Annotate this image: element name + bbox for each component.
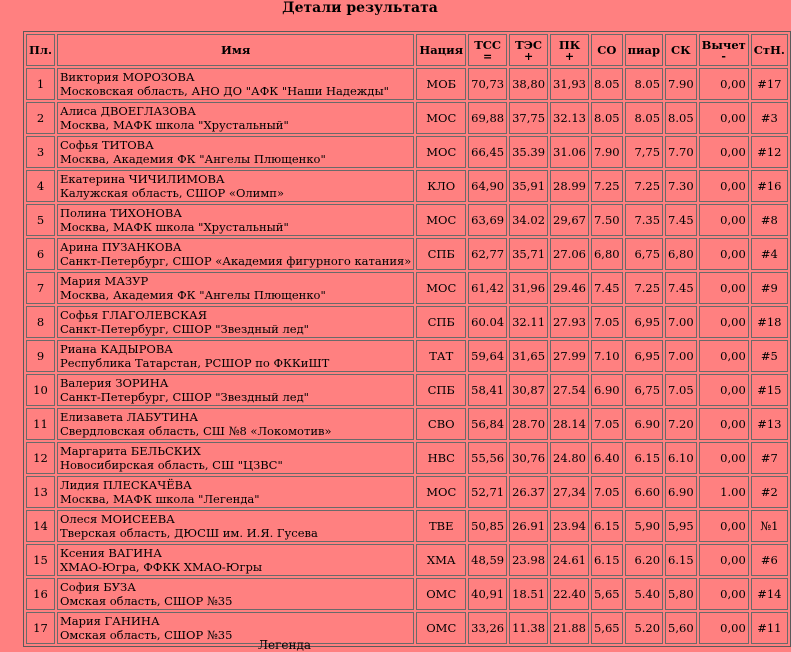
cell-pres: 5.40 (625, 578, 663, 610)
table-row (26, 510, 788, 542)
col-tes-label: ТЭС (515, 38, 542, 52)
cell-nation: ТАТ (416, 340, 466, 372)
skater-name[interactable]: Виктория МОРОЗОВА (59, 70, 195, 84)
skater-club: Москва, МАФК школа "Хрустальный" (59, 220, 289, 234)
cell-ded: 0,00 (699, 170, 749, 202)
skater-club: Санкт-Петербург, СШОР «Академия фигурного катания» (59, 254, 412, 268)
col-tss-label: ТСС (474, 38, 502, 52)
cell-tss: 58,41 (468, 374, 507, 406)
cell-pres: 6,75 (625, 374, 663, 406)
cell-name (57, 272, 414, 304)
skater-name[interactable]: Елизавета ЛАБУТИНА (59, 410, 199, 424)
cell-tes: 26.37 (509, 476, 548, 508)
cell-start: #3 (751, 102, 788, 134)
cell-start: #5 (751, 340, 788, 372)
cell-tss: 60.04 (468, 306, 507, 338)
skater-club: Тверская область, ДЮСШ им. И.Я. Гусева (59, 526, 318, 540)
cell-nation: МОС (416, 136, 466, 168)
cell-start: #15 (751, 374, 788, 406)
cell-name (57, 612, 414, 644)
cell-tss: 62,77 (468, 238, 507, 270)
skater-club: Омская область, СШОР №35 (59, 594, 233, 608)
cell-sk: 7.30 (665, 170, 697, 202)
cell-nation: ОМС (416, 612, 466, 644)
cell-tss: 33,26 (468, 612, 507, 644)
cell-place: 13 (26, 476, 55, 508)
cell-start: #7 (751, 442, 788, 474)
cell-nation: МОС (416, 102, 466, 134)
skater-club: Санкт-Петербург, СШОР "Звездный лед" (59, 390, 309, 404)
cell-sk: 8.05 (665, 102, 697, 134)
cell-pres: 7,75 (625, 136, 663, 168)
cell-co: 6.90 (591, 374, 623, 406)
cell-pres: 6.20 (625, 544, 663, 576)
cell-pk: 22.40 (550, 578, 589, 610)
skater-club: Москва, Академия ФК "Ангелы Плющенко" (59, 152, 326, 166)
cell-nation: МОС (416, 204, 466, 236)
cell-nation: СПБ (416, 374, 466, 406)
cell-start: #4 (751, 238, 788, 270)
cell-ded: 0,00 (699, 272, 749, 304)
skater-club: Санкт-Петербург, СШОР "Звездный лед" (59, 322, 309, 336)
cell-pres: 7.25 (625, 272, 663, 304)
cell-sk: 7.20 (665, 408, 697, 440)
cell-name (57, 408, 414, 440)
cell-name (57, 204, 414, 236)
skater-name[interactable]: Алиса ДВОЕГЛАЗОВА (59, 104, 196, 118)
cell-pk: 23.94 (550, 510, 589, 542)
cell-pk: 28.14 (550, 408, 589, 440)
col-pk (550, 34, 589, 66)
table-row (26, 544, 788, 576)
cell-tes: 31,96 (509, 272, 548, 304)
cell-start: #9 (751, 272, 788, 304)
skater-name[interactable]: Арина ПУЗАНКОВА (59, 240, 182, 254)
cell-pres: 6,95 (625, 306, 663, 338)
cell-nation: МОБ (416, 68, 466, 100)
col-tss-op: = (483, 50, 493, 63)
table-row (26, 340, 788, 372)
cell-place: 17 (26, 612, 55, 644)
cell-pk: 27.06 (550, 238, 589, 270)
cell-tes: 34.02 (509, 204, 548, 236)
cell-place: 16 (26, 578, 55, 610)
cell-ded: 0,00 (699, 374, 749, 406)
cell-pres: 8.05 (625, 68, 663, 100)
skater-name[interactable]: Мария ГАНИНА (59, 614, 160, 628)
cell-pres: 6.90 (625, 408, 663, 440)
cell-co: 6,80 (591, 238, 623, 270)
cell-tes: 28.70 (509, 408, 548, 440)
cell-co: 7.90 (591, 136, 623, 168)
cell-tes: 37,75 (509, 102, 548, 134)
table-row (26, 272, 788, 304)
cell-sk: 5,60 (665, 612, 697, 644)
table-row (26, 136, 788, 168)
cell-place: 1 (26, 68, 55, 100)
cell-tss: 50,85 (468, 510, 507, 542)
skater-name[interactable]: Риана КАДЫРОВА (59, 342, 174, 356)
skater-club: Омская область, СШОР №35 (59, 628, 233, 642)
cell-ded: 0,00 (699, 442, 749, 474)
skater-club: Москва, МАФК школа "Хрустальный" (59, 118, 289, 132)
cell-tss: 63,69 (468, 204, 507, 236)
cell-name (57, 68, 414, 100)
cell-start: #16 (751, 170, 788, 202)
col-nation: Нация (416, 34, 466, 66)
col-pk-label: ПК (558, 38, 581, 52)
cell-tss: 52,71 (468, 476, 507, 508)
table-row (26, 374, 788, 406)
cell-tss: 59,64 (468, 340, 507, 372)
cell-name (57, 102, 414, 134)
cell-pres: 5,90 (625, 510, 663, 542)
cell-tss: 40,91 (468, 578, 507, 610)
table-row (26, 578, 788, 610)
cell-ded: 0,00 (699, 612, 749, 644)
cell-co: 7.05 (591, 408, 623, 440)
cell-co: 8.05 (591, 102, 623, 134)
cell-place: 14 (26, 510, 55, 542)
cell-co: 8.05 (591, 68, 623, 100)
table-row (26, 408, 788, 440)
cell-ded: 0,00 (699, 204, 749, 236)
results-table (23, 31, 791, 647)
skater-name[interactable]: Валерия ЗОРИНА (59, 376, 169, 390)
cell-place: 8 (26, 306, 55, 338)
cell-ded: 1.00 (699, 476, 749, 508)
cell-pk: 27.99 (550, 340, 589, 372)
cell-sk: 7.70 (665, 136, 697, 168)
cell-pk: 28.99 (550, 170, 589, 202)
skater-name[interactable]: Маргарита БЕЛЬСКИХ (59, 444, 201, 458)
cell-pres: 7.35 (625, 204, 663, 236)
cell-sk: 6.15 (665, 544, 697, 576)
cell-ded: 0,00 (699, 578, 749, 610)
cell-sk: 6.10 (665, 442, 697, 474)
skater-club: Новосибирская область, СШ "ЦЗВС" (59, 458, 283, 472)
cell-ded: 0,00 (699, 340, 749, 372)
cell-pres: 8.05 (625, 102, 663, 134)
cell-pk: 21.88 (550, 612, 589, 644)
cell-pk: 27.54 (550, 374, 589, 406)
cell-place: 11 (26, 408, 55, 440)
cell-ded: 0,00 (699, 544, 749, 576)
legend-link[interactable]: Легенда (258, 638, 312, 652)
cell-place: 3 (26, 136, 55, 168)
table-row (26, 476, 788, 508)
skater-name[interactable]: Полина ТИХОНОВА (59, 206, 183, 220)
cell-nation: СВО (416, 408, 466, 440)
table-row (26, 306, 788, 338)
cell-pres: 6.15 (625, 442, 663, 474)
cell-place: 7 (26, 272, 55, 304)
col-co: СО (591, 34, 623, 66)
page-title: Детали результата (282, 0, 438, 16)
cell-co: 6.15 (591, 510, 623, 542)
col-tss (468, 34, 507, 66)
cell-place: 2 (26, 102, 55, 134)
cell-ded: 0,00 (699, 102, 749, 134)
cell-start: #14 (751, 578, 788, 610)
cell-name (57, 136, 414, 168)
skater-club: Калужская область, СШОР «Олимп» (59, 186, 284, 200)
cell-tes: 32.11 (509, 306, 548, 338)
cell-sk: 6,80 (665, 238, 697, 270)
cell-sk: 5,80 (665, 578, 697, 610)
cell-co: 5,65 (591, 578, 623, 610)
cell-place: 12 (26, 442, 55, 474)
cell-tes: 35,71 (509, 238, 548, 270)
cell-tss: 61,42 (468, 272, 507, 304)
cell-tes: 26.91 (509, 510, 548, 542)
cell-tes: 35,91 (509, 170, 548, 202)
skater-name[interactable]: Мария МАЗУР (59, 274, 149, 288)
table-row (26, 204, 788, 236)
skater-club: Свердловская область, СШ №8 «Локомотив» (59, 424, 332, 438)
cell-tss: 56,84 (468, 408, 507, 440)
col-pk-op: + (564, 50, 575, 63)
cell-nation: ОМС (416, 578, 466, 610)
cell-sk: 7.45 (665, 272, 697, 304)
skater-club: ХМАО-Югра, ФФКК ХМАО-Югры (59, 560, 263, 574)
cell-start: #17 (751, 68, 788, 100)
cell-name (57, 170, 414, 202)
cell-co: 7.10 (591, 340, 623, 372)
cell-tes: 38,80 (509, 68, 548, 100)
cell-nation: СПБ (416, 306, 466, 338)
skater-club: Москва, МАФК школа "Легенда" (59, 492, 260, 506)
skater-club: Московская область, АНО ДО "АФК "Наши Надежды" (59, 84, 389, 98)
cell-place: 15 (26, 544, 55, 576)
cell-nation: МОС (416, 272, 466, 304)
cell-nation: НВС (416, 442, 466, 474)
header-row (26, 34, 788, 66)
cell-tes: 30,76 (509, 442, 548, 474)
skater-club: Республика Татарстан, РСШОР по ФККиШТ (59, 356, 330, 370)
cell-name (57, 306, 414, 338)
cell-pk: 31.06 (550, 136, 589, 168)
cell-sk: 7.00 (665, 340, 697, 372)
cell-name (57, 544, 414, 576)
cell-name (57, 510, 414, 542)
cell-tes: 31,65 (509, 340, 548, 372)
cell-start: #8 (751, 204, 788, 236)
table-row (26, 102, 788, 134)
col-tes (509, 34, 548, 66)
cell-co: 7.45 (591, 272, 623, 304)
cell-pres: 6,95 (625, 340, 663, 372)
cell-pk: 24.80 (550, 442, 589, 474)
cell-pk: 31,93 (550, 68, 589, 100)
cell-sk: 7.05 (665, 374, 697, 406)
cell-pk: 24.61 (550, 544, 589, 576)
cell-pk: 32.13 (550, 102, 589, 134)
cell-nation: ХМА (416, 544, 466, 576)
table-row (26, 238, 788, 270)
cell-sk: 6.90 (665, 476, 697, 508)
skater-name[interactable]: София БУЗА (59, 580, 136, 594)
cell-place: 9 (26, 340, 55, 372)
skater-club: Москва, Академия ФК "Ангелы Плющенко" (59, 288, 326, 302)
cell-name (57, 476, 414, 508)
table-row (26, 442, 788, 474)
cell-name (57, 442, 414, 474)
col-pres: пиар (625, 34, 663, 66)
cell-place: 6 (26, 238, 55, 270)
col-tes-op: + (523, 50, 534, 63)
cell-name (57, 374, 414, 406)
skater-name[interactable]: Екатерина ЧИЧИЛИМОВА (59, 172, 225, 186)
skater-name[interactable]: Софья ТИТОВА (59, 138, 154, 152)
cell-start: #12 (751, 136, 788, 168)
cell-co: 7.05 (591, 476, 623, 508)
cell-ded: 0,00 (699, 510, 749, 542)
cell-start: №1 (751, 510, 788, 542)
cell-tss: 55,56 (468, 442, 507, 474)
cell-pk: 27,34 (550, 476, 589, 508)
cell-tss: 64,90 (468, 170, 507, 202)
cell-co: 6.40 (591, 442, 623, 474)
cell-pres: 6.60 (625, 476, 663, 508)
cell-start: #18 (751, 306, 788, 338)
cell-tes: 30,87 (509, 374, 548, 406)
cell-tss: 48,59 (468, 544, 507, 576)
cell-start: #2 (751, 476, 788, 508)
skater-name[interactable]: Софья ГЛАГОЛЕВСКАЯ (59, 308, 207, 322)
cell-nation: ТВЕ (416, 510, 466, 542)
cell-tss: 69,88 (468, 102, 507, 134)
cell-sk: 7.90 (665, 68, 697, 100)
cell-pk: 29,67 (550, 204, 589, 236)
skater-name[interactable]: Ксения ВАГИНА (59, 546, 162, 560)
col-name: Имя (57, 34, 414, 66)
skater-name[interactable]: Олеся МОИСЕЕВА (59, 512, 175, 526)
cell-sk: 7.45 (665, 204, 697, 236)
cell-ded: 0,00 (699, 238, 749, 270)
skater-name[interactable]: Лидия ПЛЕСКАЧЁВА (59, 478, 192, 492)
cell-co: 7.50 (591, 204, 623, 236)
cell-pres: 5.20 (625, 612, 663, 644)
cell-start: #11 (751, 612, 788, 644)
cell-tes: 11.38 (509, 612, 548, 644)
cell-pk: 27.93 (550, 306, 589, 338)
cell-start: #13 (751, 408, 788, 440)
cell-tes: 35.39 (509, 136, 548, 168)
cell-nation: МОС (416, 476, 466, 508)
col-ded (699, 34, 749, 66)
cell-tss: 66,45 (468, 136, 507, 168)
cell-place: 10 (26, 374, 55, 406)
cell-tes: 23.98 (509, 544, 548, 576)
cell-nation: КЛО (416, 170, 466, 202)
cell-pk: 29.46 (550, 272, 589, 304)
col-ded-label: Вычет (701, 38, 746, 52)
cell-co: 7.05 (591, 306, 623, 338)
cell-ded: 0,00 (699, 408, 749, 440)
cell-tss: 70,73 (468, 68, 507, 100)
cell-name (57, 340, 414, 372)
cell-start: #6 (751, 544, 788, 576)
cell-tes: 18.51 (509, 578, 548, 610)
cell-ded: 0,00 (699, 68, 749, 100)
table-row (26, 170, 788, 202)
cell-place: 5 (26, 204, 55, 236)
cell-name (57, 238, 414, 270)
col-ded-op: - (721, 50, 726, 63)
col-sk: СК (665, 34, 697, 66)
cell-name (57, 578, 414, 610)
col-start: СтН. (751, 34, 788, 66)
table-row (26, 612, 788, 644)
cell-pres: 6,75 (625, 238, 663, 270)
cell-co: 5,65 (591, 612, 623, 644)
table-row (26, 68, 788, 100)
cell-co: 7.25 (591, 170, 623, 202)
cell-ded: 0,00 (699, 306, 749, 338)
cell-place: 4 (26, 170, 55, 202)
col-place: Пл. (26, 34, 55, 66)
cell-ded: 0,00 (699, 136, 749, 168)
cell-pres: 7.25 (625, 170, 663, 202)
cell-sk: 7.00 (665, 306, 697, 338)
cell-co: 6.15 (591, 544, 623, 576)
cell-sk: 5,95 (665, 510, 697, 542)
cell-nation: СПБ (416, 238, 466, 270)
